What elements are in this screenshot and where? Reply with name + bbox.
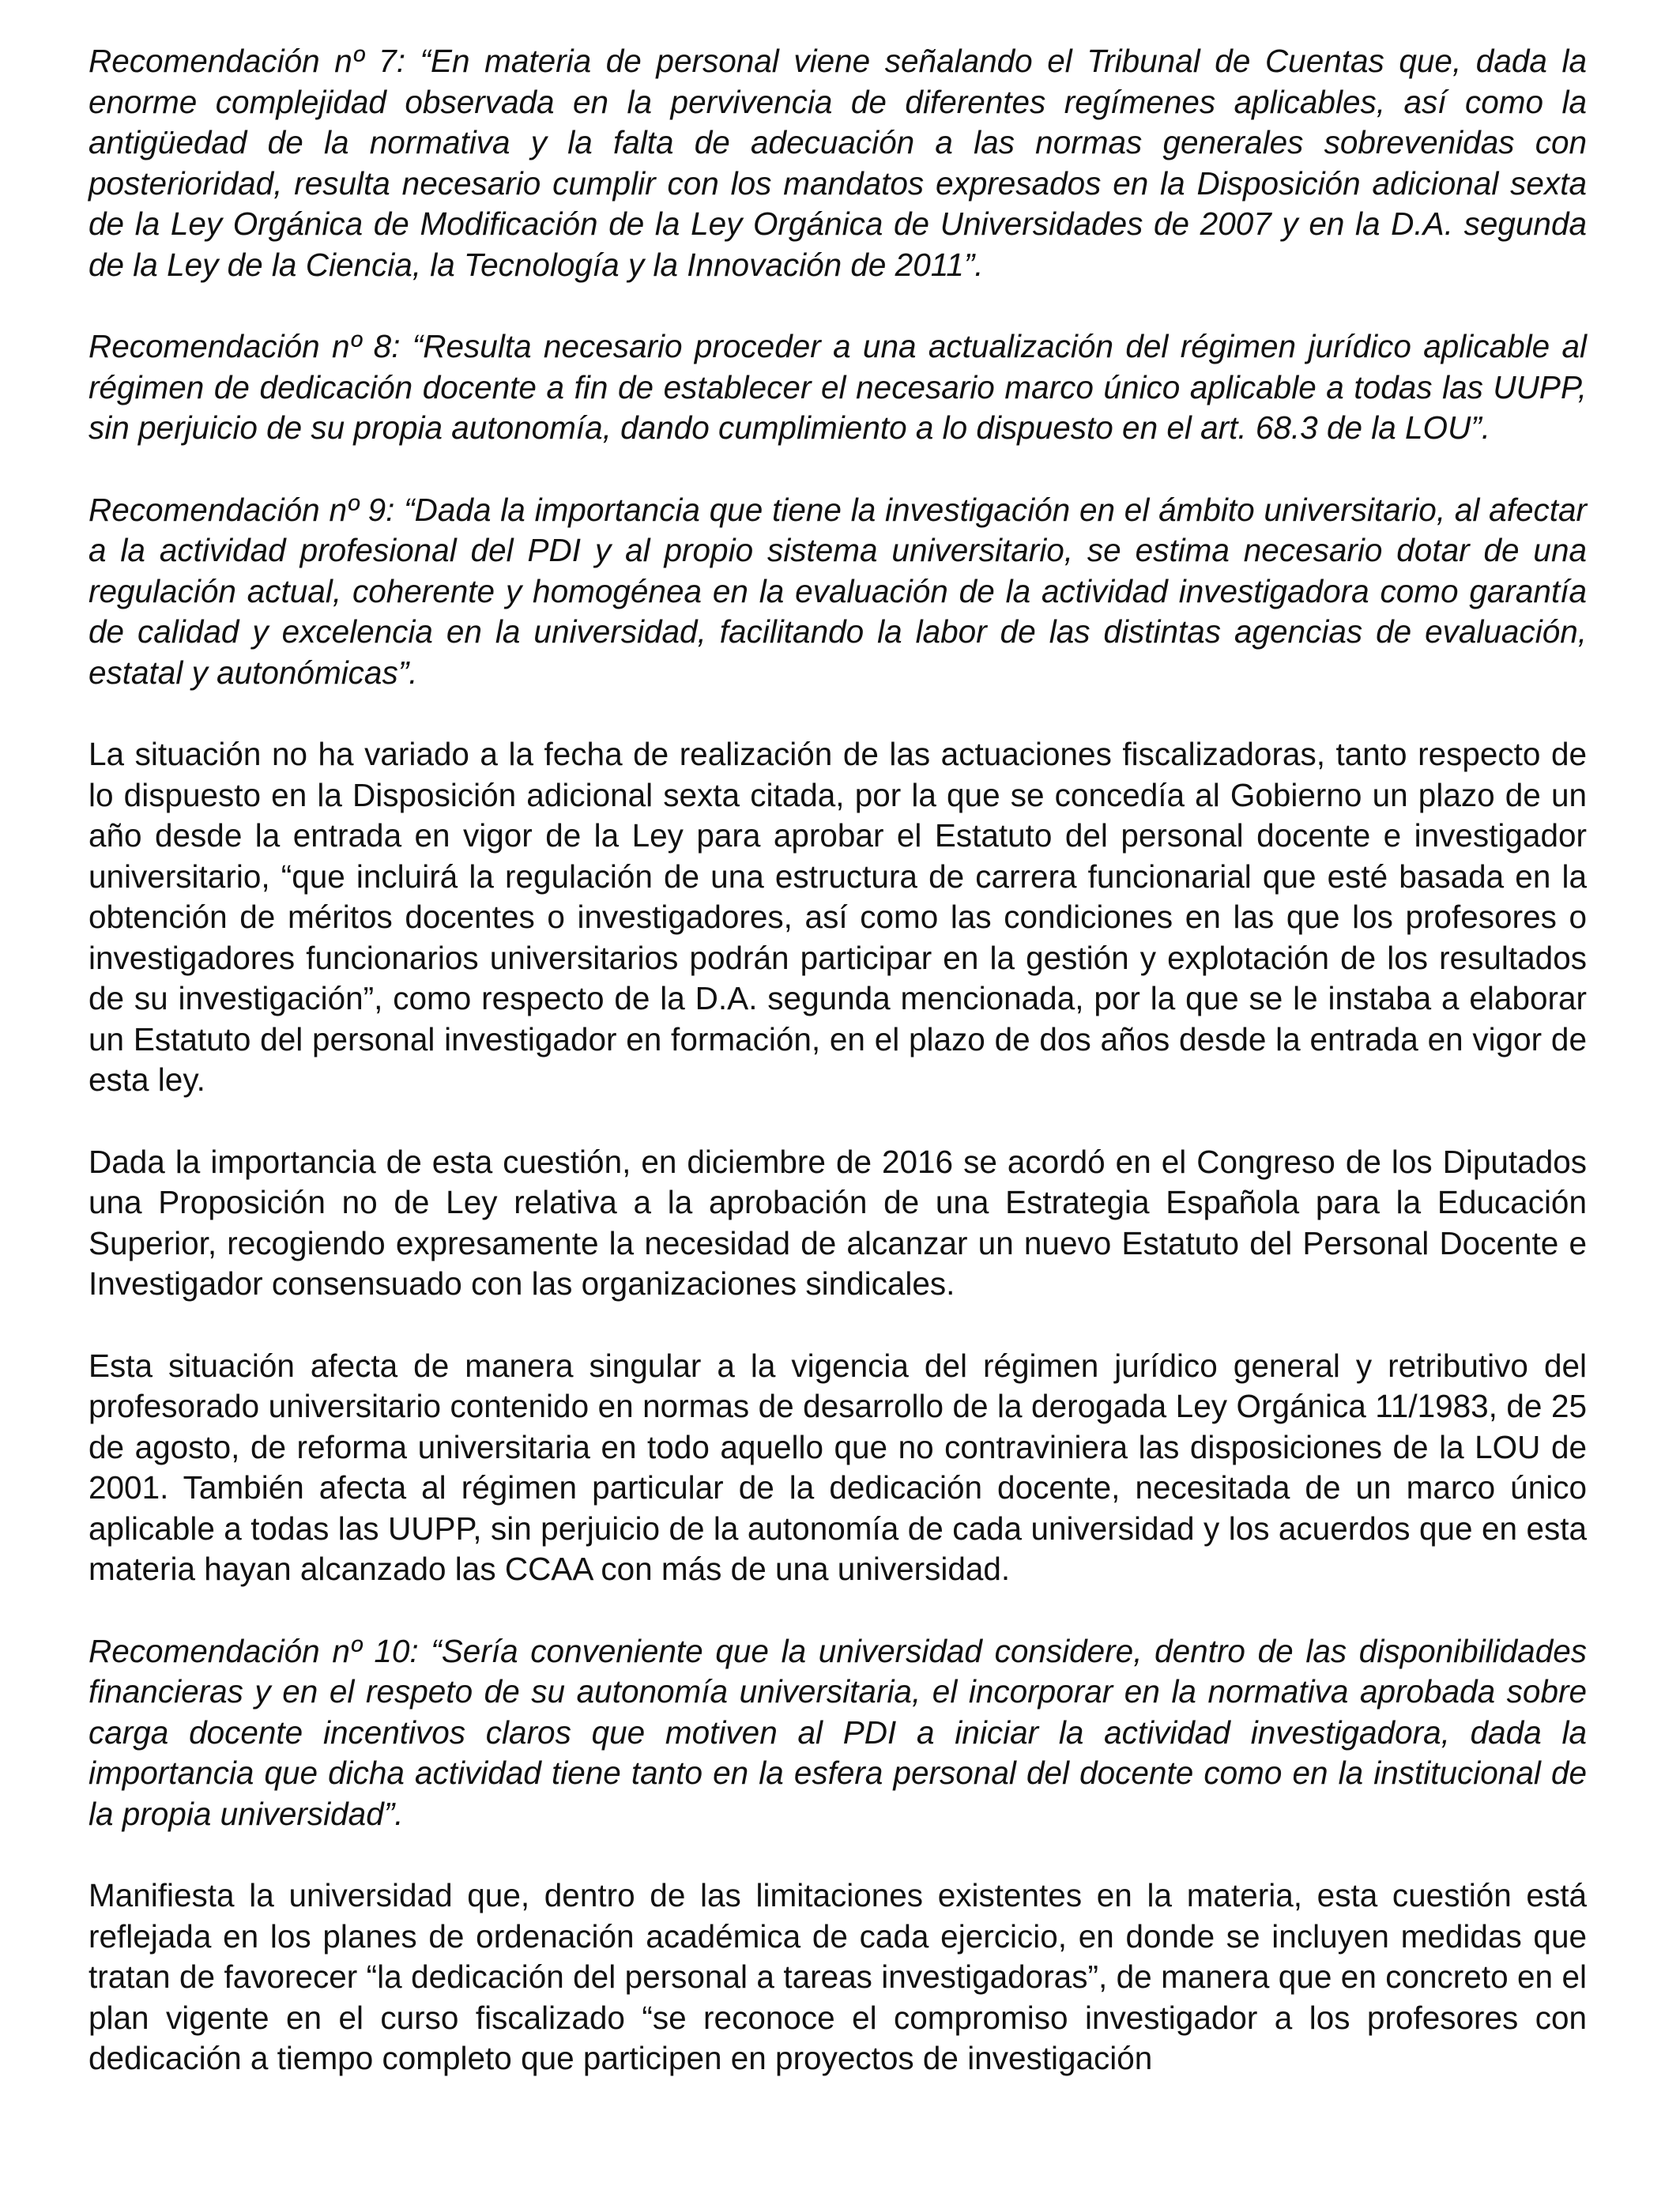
legal-regime-paragraph: Esta situación afecta de manera singular a la vigencia del régimen jurídico general y retributivo del profesorado universitario contenido en normas de desarrollo de la derogada Ley Orgánica 11/1983, de 25 de agosto, de reforma universitaria en todo aquello que no contraviniera las disposiciones de la LOU de 2001. También afecta al régimen particular de la dedicación docente, necesitada de un marco único aplicable a todas las UUPP, sin perjuicio de la autonomía de cada universidad y los acuerdos que en esta materia hayan alcanzado las CCAA con más de una universidad. (89, 1347, 1587, 1587)
recommendation-8-paragraph: Recomendación nº 8: “Resulta necesario proceder a una actualización del régimen jurídico aplicable al régimen de dedicación docente a fin de establecer el necesario marco único aplicable a todas las UUPP, sin perjuicio de su propia autonomía, dando cumplimiento a lo dispuesto en el art. 68.3 de la LOU”. (89, 328, 1587, 446)
recommendation-7-paragraph: Recomendación nº 7: “En materia de personal viene señalando el Tribunal de Cuentas que, dada la enorme complejidad observada en la pervivencia de diferentes regímenes aplicables, así como la antigüedad de la normativa y la falta de adecuación a las normas generales sobrevenidas con posterioridad, resulta necesario cumplir con los mandatos expresados en la Disposición adicional sexta de la Ley Orgánica de Modificación de la Ley Orgánica de Universidades de 2007 y en la D.A. segunda de la Ley de la Ciencia, la Tecnología y la Innovación de 2011”. (89, 43, 1587, 283)
university-response-paragraph: Manifiesta la universidad que, dentro de las limitaciones existentes en la materia, esta cuestión está reflejada en los planes de ordenación académica de cada ejercicio, en donde se incluyen medidas que tratan de favorecer “la dedicación del personal a tareas investigadoras”, de manera que en concreto en el plan vigente en el curso fiscalizado “se reconoce el compromiso investigador a los profesores con dedicación a tiempo completo que participen en proyectos de investigación (89, 1877, 1587, 2076)
recommendation-9-paragraph: Recomendación nº 9: “Dada la importancia que tiene la investigación en el ámbito universitario, al afectar a la actividad profesional del PDI y al propio sistema universitario, se estima necesario dotar de una regulación actual, coherente y homogénea en la evaluación de la actividad investigadora como garantía de calidad y excelencia en la universidad, facilitando la labor de las distintas agencias de evaluación, estatal y autonómicas”. (89, 491, 1587, 691)
situation-paragraph: La situación no ha variado a la fecha de realización de las actuaciones fiscalizadoras, tanto respecto de lo dispuesto en la Disposición adicional sexta citada, por la que se concedía al Gobierno un plazo de un año desde la entrada en vigor de la Ley para aprobar el Estatuto del personal docente e investigador universitario, “que incluirá la regulación de una estructura de carrera funcionarial que esté basada en la obtención de méritos docentes o investigadores, así como las condiciones en las que los profesores o investigadores funcionarios universitarios podrán participar en la gestión y explotación de los resultados de su investigación”, como respecto de la D.A. segunda mencionada, por la que se le instaba a elaborar un Estatuto del personal investigador en formación, en el plazo de dos años desde la entrada en vigor de esta ley. (89, 736, 1587, 1098)
recommendation-10-paragraph: Recomendación nº 10: “Sería conveniente que la universidad considere, dentro de las disponibilidades financieras y en el respeto de su autonomía universitaria, el incorporar en la normativa aprobada sobre carga docente incentivos claros que motiven al PDI a iniciar la actividad investigadora, dada la importancia que dicha actividad tiene tanto en la esfera personal del docente como en la institucional de la propia universidad”. (89, 1632, 1587, 1832)
document-page (89, 41, 1587, 2079)
congress-proposal-paragraph: Dada la importancia de esta cuestión, en diciembre de 2016 se acordó en el Congreso de los Diputados una Proposición no de Ley relativa a la aprobación de una Estrategia Española para la Educación Superior, recogiendo expresamente la necesidad de alcanzar un nuevo Estatuto del Personal Docente e Investigador consensuado con las organizaciones sindicales. (89, 1143, 1587, 1302)
